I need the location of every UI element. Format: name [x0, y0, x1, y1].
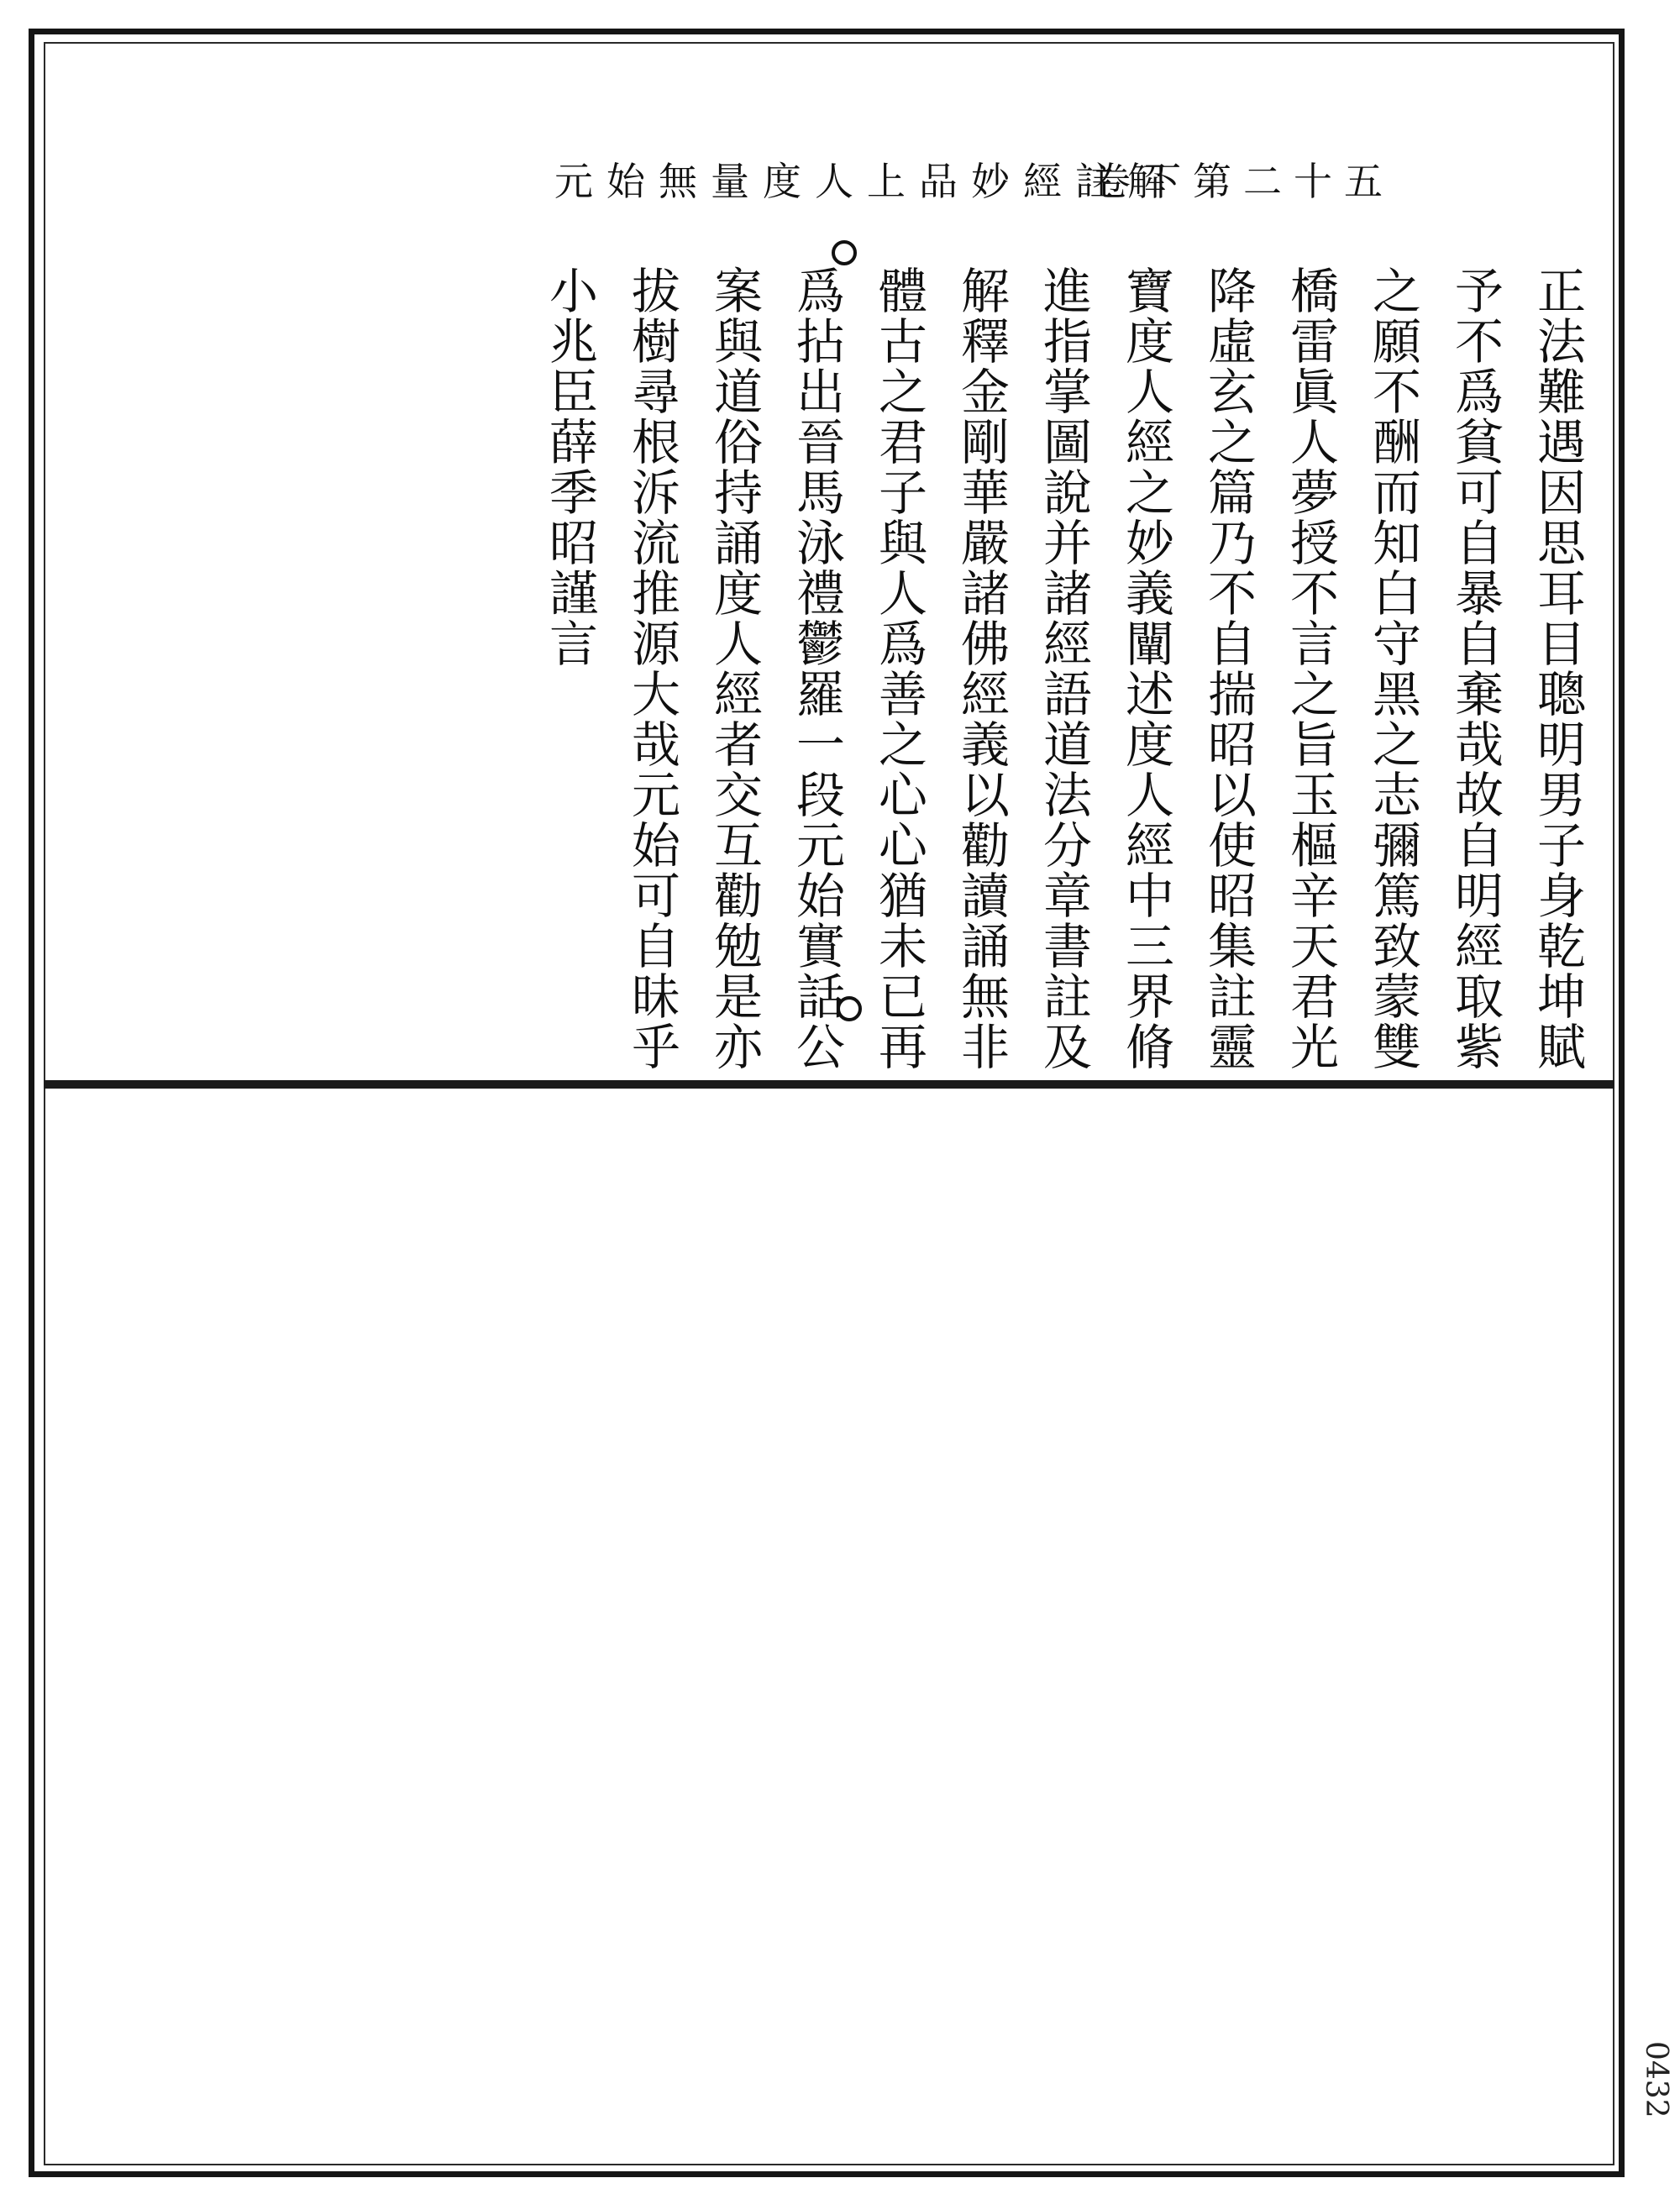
text-column: 寶度人經之妙義闡述度人經中三界脩 [1117, 265, 1174, 1072]
running-header [554, 151, 1394, 210]
text-column: 正法難遇因思耳目聰明男子身乾坤賦 [1529, 265, 1586, 1072]
signature-column: 小兆臣薛季昭謹言 [541, 265, 598, 669]
text-column: 爲拈出晉馬泳禮鬱羅一段元始實話公 [788, 265, 845, 1072]
header-volume-page: 卷下第二十五 [1092, 159, 1394, 204]
text-column: 拔樹尋根泝流推源大哉元始可自昧乎 [623, 265, 680, 1072]
page-number: 0432 [1639, 2041, 1673, 2118]
text-column: 橋雷眞人夢授不言之旨玉樞辛天君光 [1282, 265, 1339, 1072]
text-column: 體古之君子與人爲善之心心猶未已再 [870, 265, 927, 1072]
text-columns [531, 265, 1596, 1072]
header-book-title: 元始無量度人上品妙經註解 [554, 159, 1179, 204]
circle-mark-top [832, 240, 857, 265]
text-column: 案與道俗持誦度人經者交互勸勉是亦 [706, 265, 763, 1072]
text-column: 之願不酬而知白守黑之志彌篤致蒙雙 [1364, 265, 1421, 1072]
text-column: 進指掌圖說并諸經語道法分章書註及 [1035, 265, 1092, 1072]
horizontal-divider [44, 1080, 1614, 1089]
text-column: 降虛玄之篇乃不自揣昭以使昭集註靈 [1200, 265, 1257, 1072]
text-column: 予不爲貧可自暴自棄哉故自明經取紫 [1446, 265, 1504, 1072]
text-column: 解釋金剛華嚴諸佛經義以勸讀誦無非 [953, 265, 1010, 1072]
